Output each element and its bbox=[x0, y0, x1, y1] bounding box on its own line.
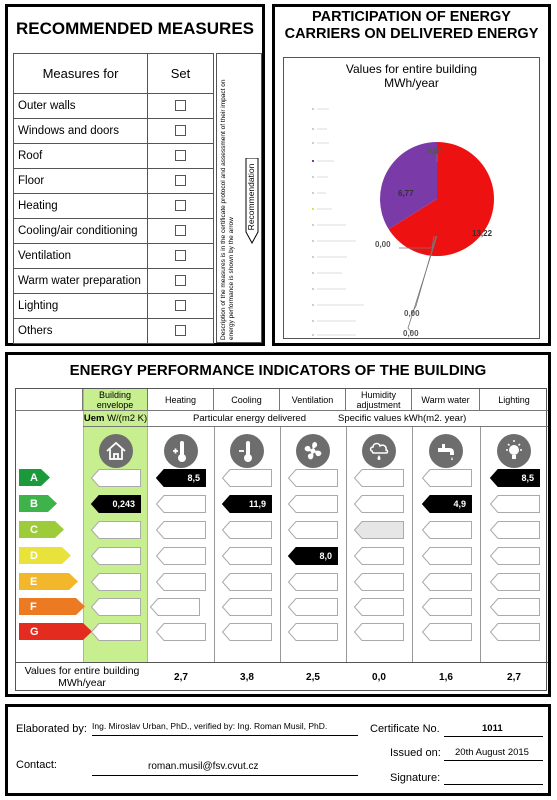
energy-class-a: A bbox=[19, 469, 51, 486]
indicator-value-cell: 8,0 bbox=[288, 547, 338, 565]
recommended-measures-title: RECOMMENDED MEASURES bbox=[15, 19, 255, 38]
indicator-empty-cell bbox=[91, 469, 141, 487]
recommendation-sidebar bbox=[216, 53, 262, 343]
column-header: Cooling bbox=[214, 389, 280, 411]
column-header: Building envelope bbox=[83, 389, 148, 411]
footer-value-humidity: 0,0 bbox=[372, 672, 386, 683]
participation-title-line2: CARRIERS ON DELIVERED ENERGY bbox=[284, 26, 539, 42]
certificate-info-panel bbox=[5, 704, 551, 796]
uem-subheader bbox=[83, 411, 148, 427]
footer-row bbox=[16, 662, 548, 692]
indicator-empty-cell bbox=[422, 521, 472, 539]
indicator-empty-cell bbox=[354, 547, 404, 565]
certificate-label: Certificate No. bbox=[370, 723, 440, 735]
indicator-empty-cell bbox=[222, 521, 272, 539]
measure-row bbox=[14, 269, 214, 294]
indicator-empty-cell bbox=[91, 623, 141, 641]
indicator-empty-cell bbox=[422, 469, 472, 487]
footer-label-line2: MWh/year bbox=[58, 677, 106, 689]
measure-row bbox=[14, 169, 214, 194]
column-header: Humidity adjustment bbox=[346, 389, 412, 411]
pie-data-label: 6,77 bbox=[398, 189, 414, 198]
certificate-number: 1011 bbox=[482, 723, 503, 734]
specific-label: Specific values kWh(m2. year) bbox=[338, 413, 467, 424]
footer-label-line1: Values for entire building bbox=[24, 665, 140, 677]
indicator-empty-cell bbox=[288, 573, 338, 591]
empty-header-cell bbox=[16, 389, 83, 411]
energy-indicators-title: ENERGY PERFORMANCE INDICATORS OF THE BUILDING bbox=[69, 361, 487, 379]
measure-checkbox[interactable] bbox=[175, 100, 186, 111]
indicator-empty-cell bbox=[91, 521, 141, 539]
indicator-empty-cell bbox=[422, 547, 472, 565]
measure-row bbox=[14, 319, 214, 344]
indicator-empty-cell bbox=[354, 623, 404, 641]
indicator-empty-cell bbox=[354, 495, 404, 513]
indicator-empty-cell bbox=[156, 623, 206, 641]
measure-label: Roof bbox=[14, 144, 148, 169]
energy-indicators-grid bbox=[15, 388, 547, 691]
participation-title-line1: PARTICIPATION OF ENERGY bbox=[312, 9, 511, 25]
footer-value-ventilation: 2,5 bbox=[306, 672, 320, 683]
indicator-value-cell: 4,9 bbox=[422, 495, 472, 513]
column-header: Warm water bbox=[412, 389, 480, 411]
set-header: Set bbox=[148, 54, 214, 94]
measure-label: Outer walls bbox=[14, 94, 148, 119]
measure-checkbox[interactable] bbox=[175, 250, 186, 261]
faucet-icon bbox=[429, 434, 463, 468]
indicator-empty-cell bbox=[422, 573, 472, 591]
contact-label: Contact: bbox=[16, 759, 57, 771]
footer-value-lighting: 2,7 bbox=[507, 672, 521, 683]
measure-row bbox=[14, 144, 214, 169]
indicator-empty-cell bbox=[490, 573, 540, 591]
measure-label: Heating bbox=[14, 194, 148, 219]
issued-label: Issued on: bbox=[390, 747, 441, 759]
indicator-empty-cell bbox=[354, 598, 404, 616]
indicator-empty-cell bbox=[156, 495, 206, 513]
house-icon bbox=[99, 434, 133, 468]
indicator-empty-cell bbox=[354, 573, 404, 591]
indicator-value-cell: 8,5 bbox=[156, 469, 206, 487]
energy-class-e: E bbox=[19, 573, 79, 590]
measure-checkbox[interactable] bbox=[175, 275, 186, 286]
energy-class-b: B bbox=[19, 495, 58, 512]
indicator-empty-cell bbox=[222, 573, 272, 591]
energy-class-c: C bbox=[19, 521, 65, 538]
measure-label: Lighting bbox=[14, 294, 148, 319]
indicator-empty-cell bbox=[156, 573, 206, 591]
indicator-empty-cell bbox=[222, 547, 272, 565]
measure-label: Floor bbox=[14, 169, 148, 194]
thermometer-minus-icon bbox=[230, 434, 264, 468]
measure-checkbox[interactable] bbox=[175, 150, 186, 161]
signature-label: Signature: bbox=[390, 772, 441, 784]
footer-value-cooling: 3,8 bbox=[240, 672, 254, 683]
indicator-empty-cell bbox=[288, 598, 338, 616]
indicator-empty-cell bbox=[91, 573, 141, 591]
elaborated-value: Ing. Miroslav Urban, PhD., verified by: Ing. Roman Musil, PhD. bbox=[92, 721, 328, 731]
pie-subtitle-line1: Values for entire building bbox=[345, 62, 478, 76]
uem-label: Uem bbox=[83, 413, 105, 424]
indicator-empty-cell bbox=[490, 623, 540, 641]
pie-data-label: 13,22 bbox=[472, 229, 493, 238]
uem-unit: W/(m2 K) bbox=[107, 413, 148, 424]
issued-date: 20th August 2015 bbox=[455, 747, 529, 758]
recommended-measures-table bbox=[13, 53, 214, 344]
pie-data-label: 0,00 bbox=[404, 309, 420, 318]
footer-label bbox=[18, 665, 146, 689]
measure-checkbox[interactable] bbox=[175, 125, 186, 136]
specific-subheader bbox=[148, 411, 548, 427]
indicator-empty-cell bbox=[150, 598, 200, 616]
indicator-empty-cell bbox=[222, 598, 272, 616]
indicator-value-cell: 11,9 bbox=[222, 495, 272, 513]
measure-row bbox=[14, 244, 214, 269]
measure-checkbox[interactable] bbox=[175, 225, 186, 236]
measure-row bbox=[14, 119, 214, 144]
measure-checkbox[interactable] bbox=[175, 200, 186, 211]
pie-data-label: 0,00 bbox=[427, 147, 443, 156]
contact-value: roman.musil@fsv.cvut.cz bbox=[148, 761, 259, 772]
thermometer-plus-icon bbox=[164, 434, 198, 468]
indicator-empty-cell bbox=[91, 547, 141, 565]
indicator-empty-cell bbox=[156, 521, 206, 539]
measure-checkbox[interactable] bbox=[175, 175, 186, 186]
indicator-empty-cell bbox=[422, 598, 472, 616]
indicator-empty-cell bbox=[222, 469, 272, 487]
indicator-empty-cell bbox=[91, 598, 141, 616]
pie-chart-box bbox=[283, 57, 540, 339]
humidity-icon bbox=[362, 434, 396, 468]
measure-label: Cooling/air conditioning bbox=[14, 219, 148, 244]
indicator-empty-cell bbox=[354, 469, 404, 487]
indicator-empty-cell bbox=[490, 495, 540, 513]
measure-row bbox=[14, 94, 214, 119]
indicator-value-cell: 8,5 bbox=[490, 469, 540, 487]
indicator-empty-cell bbox=[222, 623, 272, 641]
measure-label: Others bbox=[14, 319, 148, 344]
pie-data-label: 0,00 bbox=[403, 329, 419, 338]
indicator-empty-cell bbox=[156, 547, 206, 565]
footer-value-warm-water: 1,6 bbox=[439, 672, 453, 683]
measure-checkbox[interactable] bbox=[175, 325, 186, 336]
participation-title bbox=[275, 9, 548, 43]
indicator-empty-cell bbox=[288, 623, 338, 641]
measure-row bbox=[14, 194, 214, 219]
indicator-empty-cell bbox=[288, 495, 338, 513]
measure-label: Windows and doors bbox=[14, 119, 148, 144]
indicator-empty-cell bbox=[422, 623, 472, 641]
measure-row bbox=[14, 294, 214, 319]
indicator-empty-cell bbox=[288, 469, 338, 487]
column-header: Lighting bbox=[480, 389, 548, 411]
column-header: Heating bbox=[148, 389, 214, 411]
footer-value-heating: 2,7 bbox=[174, 672, 188, 683]
light-bulb-icon bbox=[497, 434, 531, 468]
recommended-measures-panel bbox=[5, 4, 265, 346]
pie-subtitle-line2: MWh/year bbox=[384, 76, 439, 90]
energy-indicators-panel bbox=[5, 352, 551, 697]
particular-label: Particular energy delivered bbox=[193, 413, 307, 424]
measure-row bbox=[14, 219, 214, 244]
column-header: Ventilation bbox=[280, 389, 346, 411]
pie-data-label: 0,00 bbox=[375, 240, 391, 249]
measure-label: Ventilation bbox=[14, 244, 148, 269]
pie-chart bbox=[284, 58, 541, 340]
measure-label: Warm water preparation bbox=[14, 269, 148, 294]
indicator-empty-cell bbox=[490, 547, 540, 565]
measures-description: Description of the measures is in the certificate protocol and assessment of their impact on energy performance is shown by the arrow bbox=[220, 79, 235, 340]
indicator-value-cell: 0,243 bbox=[91, 495, 141, 513]
pie-legend bbox=[312, 108, 364, 336]
participation-panel bbox=[272, 4, 551, 346]
elaborated-label: Elaborated by: bbox=[16, 723, 87, 735]
fan-icon bbox=[296, 434, 330, 468]
indicator-empty-cell bbox=[354, 521, 404, 539]
energy-class-g: G bbox=[19, 623, 93, 640]
measures-for-header: Measures for bbox=[14, 54, 148, 94]
indicator-empty-cell bbox=[490, 521, 540, 539]
indicator-empty-cell bbox=[288, 521, 338, 539]
measure-checkbox[interactable] bbox=[175, 300, 186, 311]
recommendation-label: Recommendation bbox=[246, 163, 256, 231]
energy-class-f: F bbox=[19, 598, 86, 615]
energy-class-d: D bbox=[19, 547, 72, 564]
indicator-empty-cell bbox=[490, 598, 540, 616]
